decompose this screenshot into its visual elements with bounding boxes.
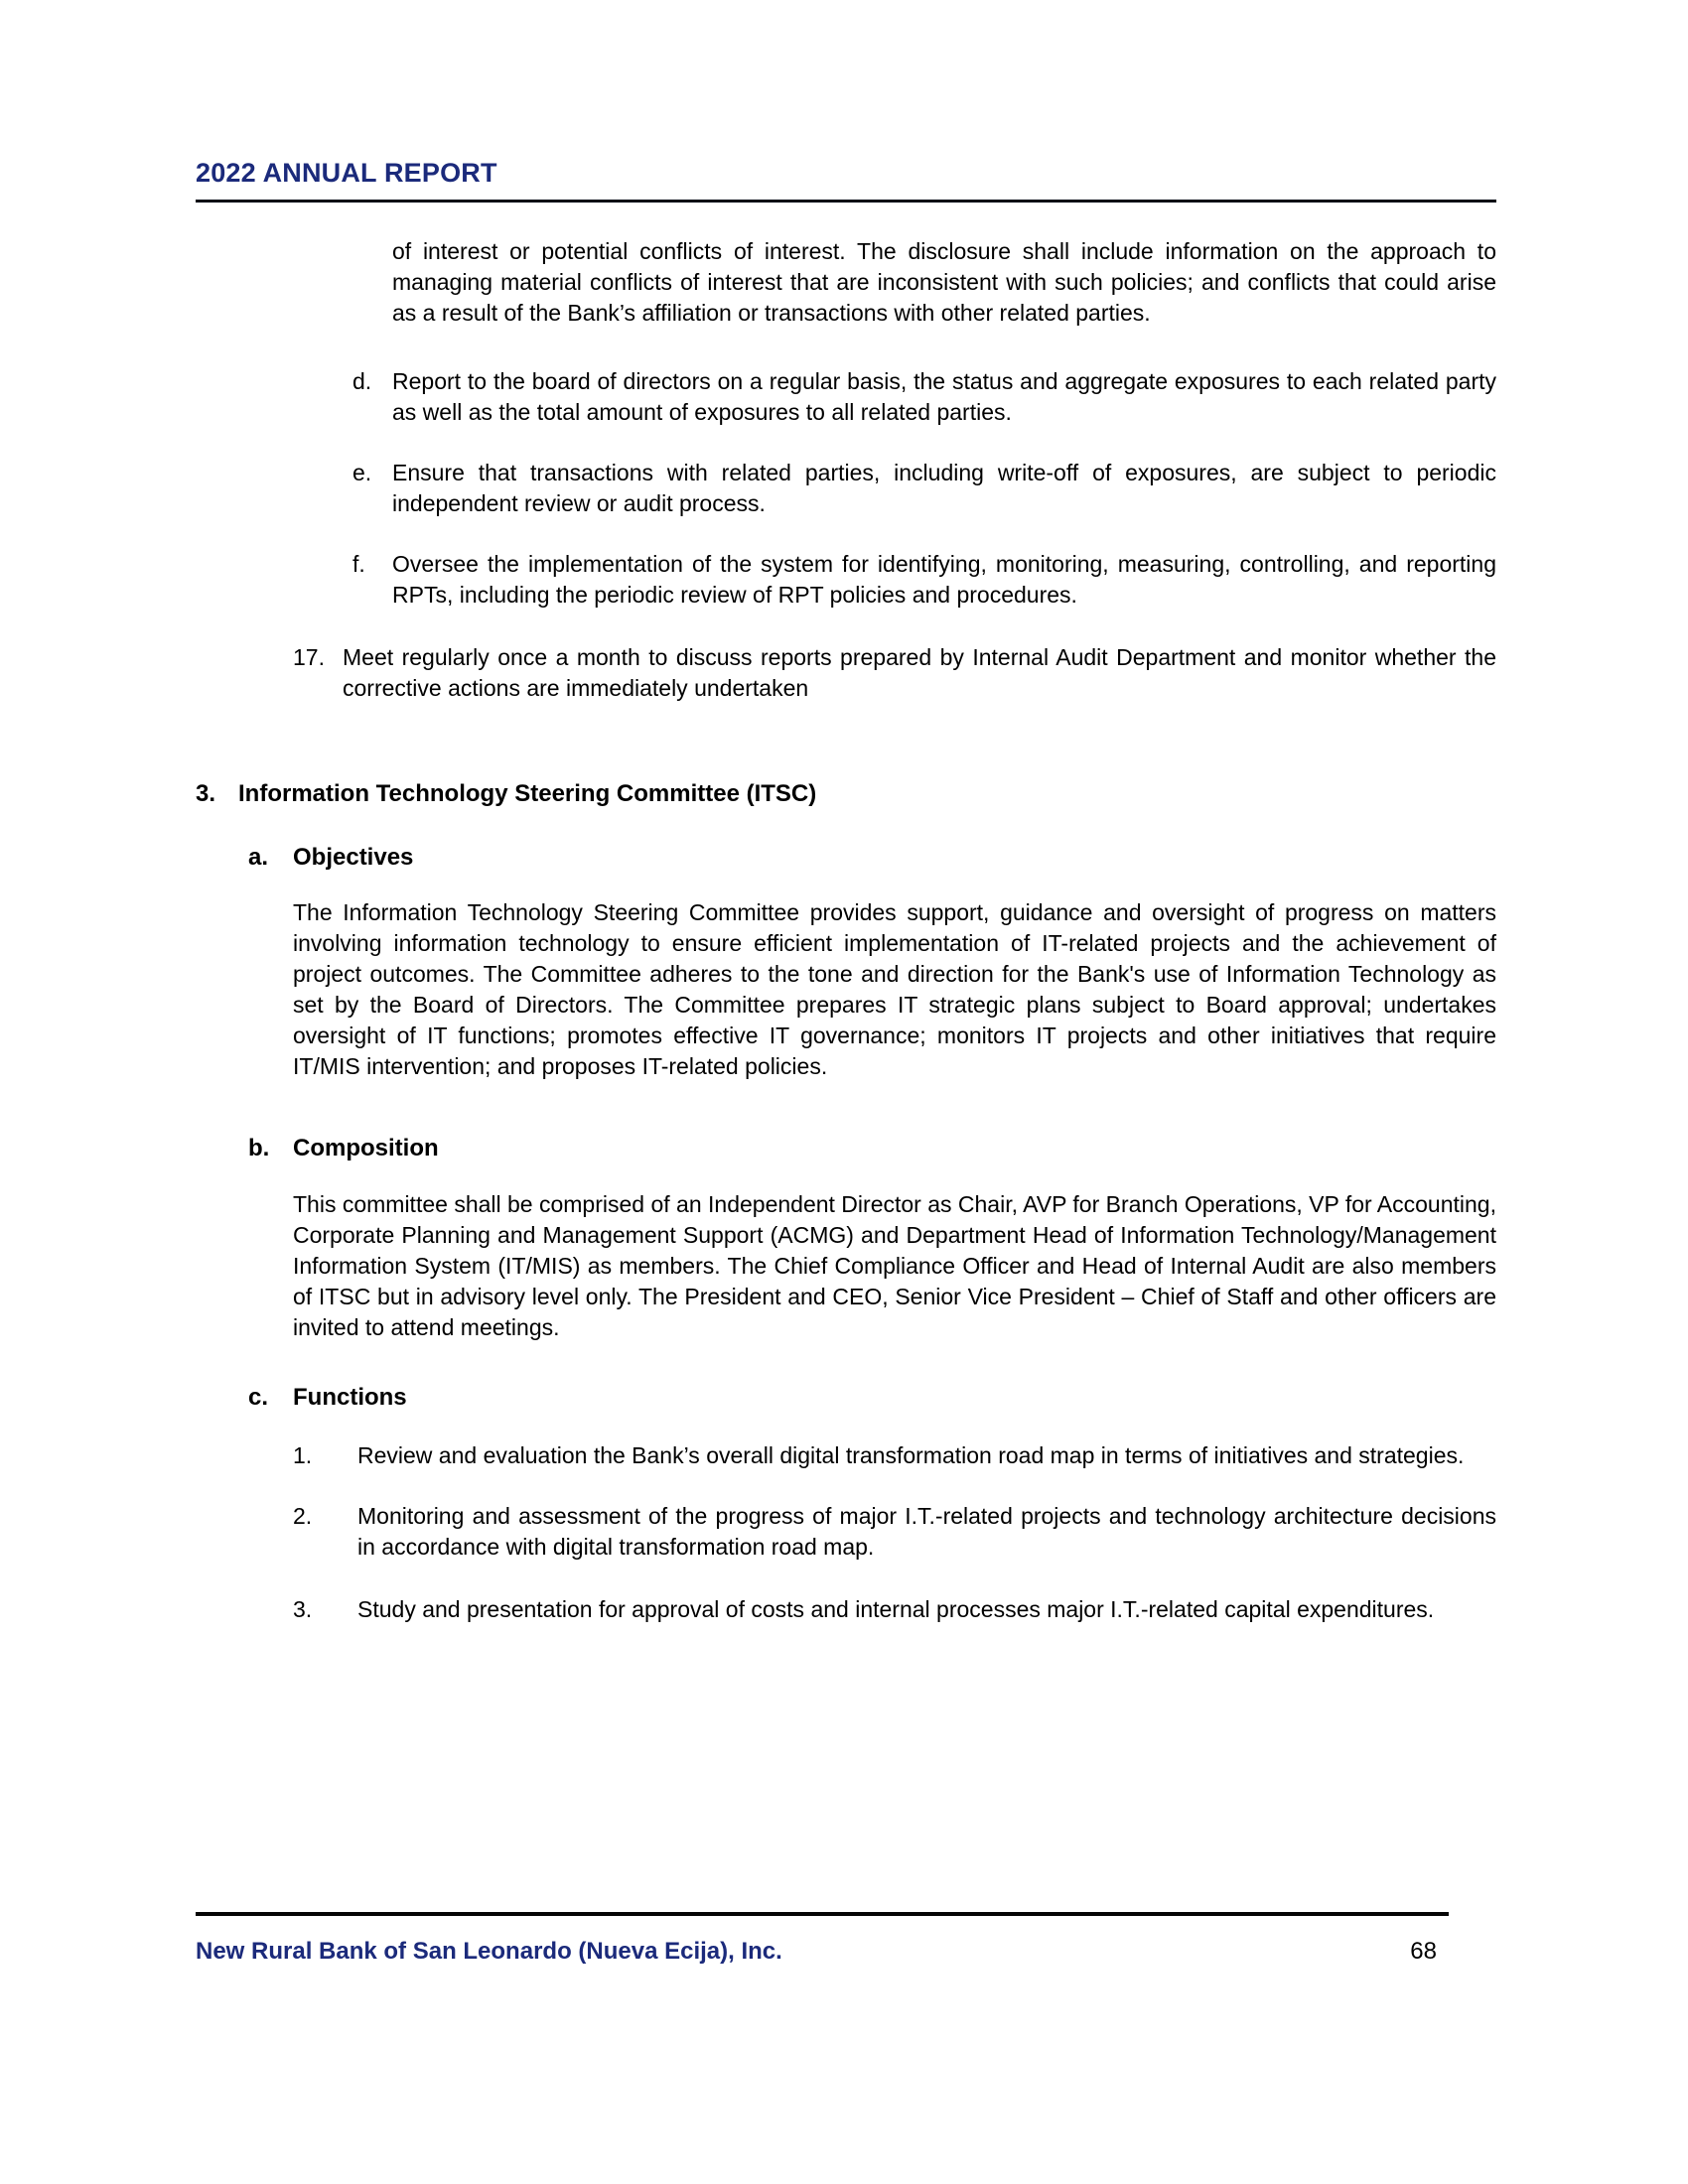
list-item-f [352, 549, 1496, 611]
list-item-d [352, 366, 1496, 428]
list-item-17-text: Meet regularly once a month to discuss reports prepared by Internal Audit Department and monitor whether the corrective actions are immediately undertaken [343, 644, 1496, 701]
list-item-e-label: e. [352, 460, 372, 485]
subsection-c-heading [248, 1383, 1496, 1413]
footer-page-number: 68 [1410, 1938, 1437, 1965]
function-item-1 [293, 1440, 1496, 1471]
header-divider [196, 200, 1496, 203]
list-item-d-label: d. [352, 368, 372, 394]
function-item-2 [293, 1501, 1496, 1563]
report-title: 2022 ANNUAL REPORT [196, 158, 497, 188]
list-item-e [352, 458, 1496, 519]
section-3-heading [196, 779, 1496, 809]
list-item-f-label: f. [352, 551, 365, 577]
list-item-17 [293, 642, 1496, 704]
function-item-1-text: Review and evaluation the Bank’s overall digital transformation road map in terms of initiatives and strategies. [357, 1442, 1465, 1468]
subsection-b-label: b. [248, 1135, 270, 1161]
function-item-1-label: 1. [293, 1442, 313, 1468]
subsection-a-label: a. [248, 844, 269, 871]
subsection-a-heading [248, 843, 1496, 873]
footer-divider [196, 1912, 1449, 1916]
function-item-2-text: Monitoring and assessment of the progress of major I.T.-related projects and technology architecture decisions in accordance with digital transformation road map. [357, 1503, 1496, 1560]
list-item-e-text: Ensure that transactions with related parties, including write-off of exposures, are subject to periodic independent review or audit process. [392, 460, 1496, 516]
function-item-3-text: Study and presentation for approval of costs and internal processes major I.T.-related capital expenditures. [357, 1596, 1435, 1622]
list-item-f-text: Oversee the implementation of the system for identifying, monitoring, measuring, controlling, and reporting RPTs, including the periodic review of RPT policies and procedures. [392, 551, 1496, 608]
page-footer [196, 1938, 1449, 1966]
function-item-2-label: 2. [293, 1503, 313, 1529]
subsection-b-title: Composition [293, 1135, 439, 1161]
list-item-d-text: Report to the board of directors on a regular basis, the status and aggregate exposures to each related party as well as the total amount of exposures to all related parties. [392, 368, 1496, 425]
section-3-number: 3. [196, 780, 216, 807]
function-item-3-label: 3. [293, 1596, 313, 1622]
section-3-title: Information Technology Steering Committee (ITSC) [238, 780, 817, 807]
subsection-c-title: Functions [293, 1384, 407, 1411]
footer-bank-name: New Rural Bank of San Leonardo (Nueva Ecija), Inc. [196, 1938, 782, 1965]
subsection-a-title: Objectives [293, 844, 414, 871]
page-content [196, 0, 1496, 1625]
list-item-17-label: 17. [293, 644, 325, 670]
intro-paragraph: of interest or potential conflicts of interest. The disclosure shall include information on the approach to managing material conflicts of interest that are inconsistent with such policies; and conflicts that could arise as a result of the Bank’s affiliation or transactions with other related parties. [392, 238, 1496, 326]
subsection-b-heading [248, 1134, 1496, 1163]
objectives-paragraph: The Information Technology Steering Committee provides support, guidance and oversight of progress on matters involving information technology to ensure efficient implementation of IT-related projects and the achievement of project outcomes. The Committee adheres to the tone and direction for the Bank's use of Information Technology as set by the Board of Directors. The Committee prepares IT strategic plans subject to Board approval; undertakes oversight of IT functions; promotes effective IT governance; monitors IT projects and other initiatives that require IT/MIS intervention; and proposes IT-related policies. [293, 899, 1496, 1079]
subsection-c-label: c. [248, 1384, 269, 1411]
composition-paragraph: This committee shall be comprised of an Independent Director as Chair, AVP for Branch Operations, VP for Accounting, Corporate Planning and Management Support (ACMG) and Department Head of Information Technology/Management Information System (IT/MIS) as members. The Chief Compliance Officer and Head of Internal Audit are also members of ITSC but in advisory level only. The President and CEO, Senior Vice President – Chief of Staff and other officers are invited to attend meetings. [293, 1191, 1496, 1340]
function-item-3 [293, 1594, 1496, 1625]
